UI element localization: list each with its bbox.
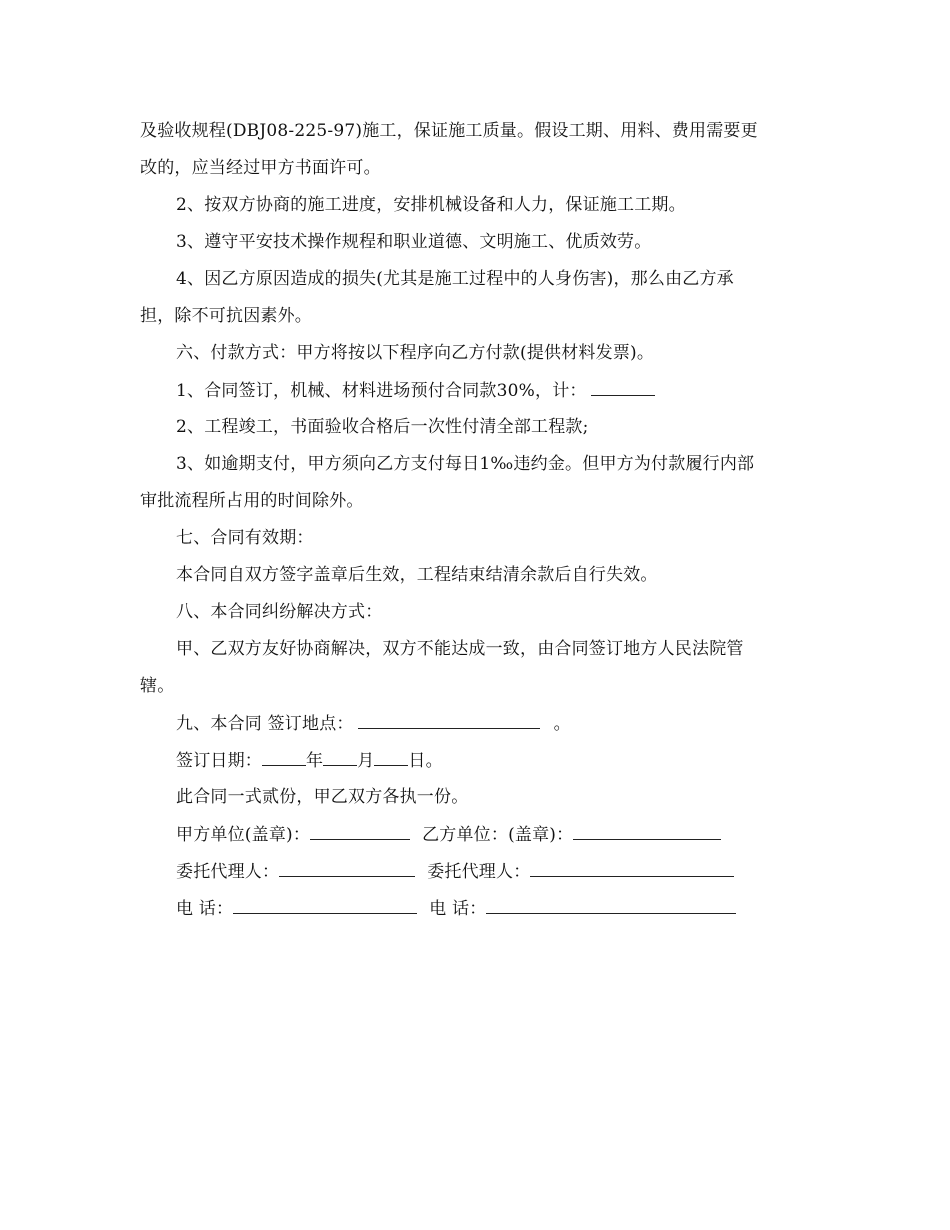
payment-clause-1-text: 1、合同签订，机械、材料进场预付合同款30%，计： bbox=[176, 381, 587, 401]
payment-clause-2: 2、工程竣工，书面验收合格后一次性付清全部工程款; bbox=[176, 417, 589, 437]
validity-text: 本合同自双方签字盖章后生效，工程结束结清余款后自行失效。 bbox=[176, 565, 658, 585]
section-seven-heading: 七、合同有效期： bbox=[176, 528, 314, 548]
party-b-unit-label: 乙方单位：(盖章)： bbox=[422, 825, 574, 845]
section-eight-heading: 八、本合同纠纷解决方式： bbox=[176, 602, 383, 622]
amount-blank-field[interactable] bbox=[591, 379, 655, 396]
section-six-heading: 六、付款方式：甲方将按以下程序向乙方付款(提供材料发票)。 bbox=[176, 343, 655, 363]
clause-4: 4、因乙方原因造成的损失(尤其是施工过程中的人身伤害)，那么由乙方承 bbox=[176, 269, 734, 289]
phone-b-blank[interactable] bbox=[486, 897, 736, 914]
paragraph-line: 及验收规程(DBJ08-225-97)施工，保证施工质量。假设工期、用料、费用需要更 bbox=[140, 121, 758, 141]
party-a-unit-label: 甲方单位(盖章)： bbox=[176, 825, 311, 845]
phone-line bbox=[176, 897, 736, 920]
sign-place-blank[interactable] bbox=[358, 712, 540, 729]
day-label: 日。 bbox=[408, 751, 443, 771]
payment-clause-3: 3、如逾期支付，甲方须向乙方支付每日1‰违约金。但甲方为付款履行内部 bbox=[176, 454, 755, 474]
copies-text: 此合同一式贰份，甲乙双方各执一份。 bbox=[176, 787, 469, 807]
agent-a-blank[interactable] bbox=[279, 860, 415, 877]
sign-date-line bbox=[176, 749, 443, 772]
party-b-unit-blank[interactable] bbox=[573, 823, 721, 840]
sign-place-label: 九、本合同 签订地点： bbox=[176, 714, 354, 734]
day-blank[interactable] bbox=[374, 749, 408, 766]
clause-3: 3、遵守平安技术操作规程和职业道德、文明施工、优质效劳。 bbox=[176, 232, 652, 252]
phone-a-label: 电 话： bbox=[176, 899, 234, 919]
year-label: 年 bbox=[306, 751, 324, 771]
party-unit-line bbox=[176, 823, 721, 846]
paragraph-line: 改的，应当经过甲方书面许可。 bbox=[140, 158, 381, 178]
clause-4-cont: 担，除不可抗因素外。 bbox=[140, 306, 312, 326]
agent-b-label: 委托代理人： bbox=[427, 862, 531, 882]
phone-b-label: 电 话： bbox=[429, 899, 487, 919]
dispute-text-cont: 辖。 bbox=[140, 676, 175, 696]
payment-clause-3-cont: 审批流程所占用的时间除外。 bbox=[140, 491, 364, 511]
party-a-unit-blank[interactable] bbox=[310, 823, 410, 840]
clause-2: 2、按双方协商的施工进度，安排机械设备和人力，保证施工工期。 bbox=[176, 195, 686, 215]
sign-date-label: 签订日期： bbox=[176, 751, 262, 771]
month-label: 月 bbox=[357, 751, 375, 771]
payment-clause-1 bbox=[176, 379, 655, 402]
month-blank[interactable] bbox=[323, 749, 357, 766]
agent-a-label: 委托代理人： bbox=[176, 862, 280, 882]
sign-place-line bbox=[176, 712, 571, 735]
phone-a-blank[interactable] bbox=[233, 897, 417, 914]
sign-place-end: 。 bbox=[553, 714, 571, 734]
dispute-text: 甲、乙双方友好协商解决，双方不能达成一致，由合同签订地方人民法院管 bbox=[176, 639, 744, 659]
agent-b-blank[interactable] bbox=[530, 860, 734, 877]
year-blank[interactable] bbox=[262, 749, 306, 766]
agent-line bbox=[176, 860, 734, 883]
